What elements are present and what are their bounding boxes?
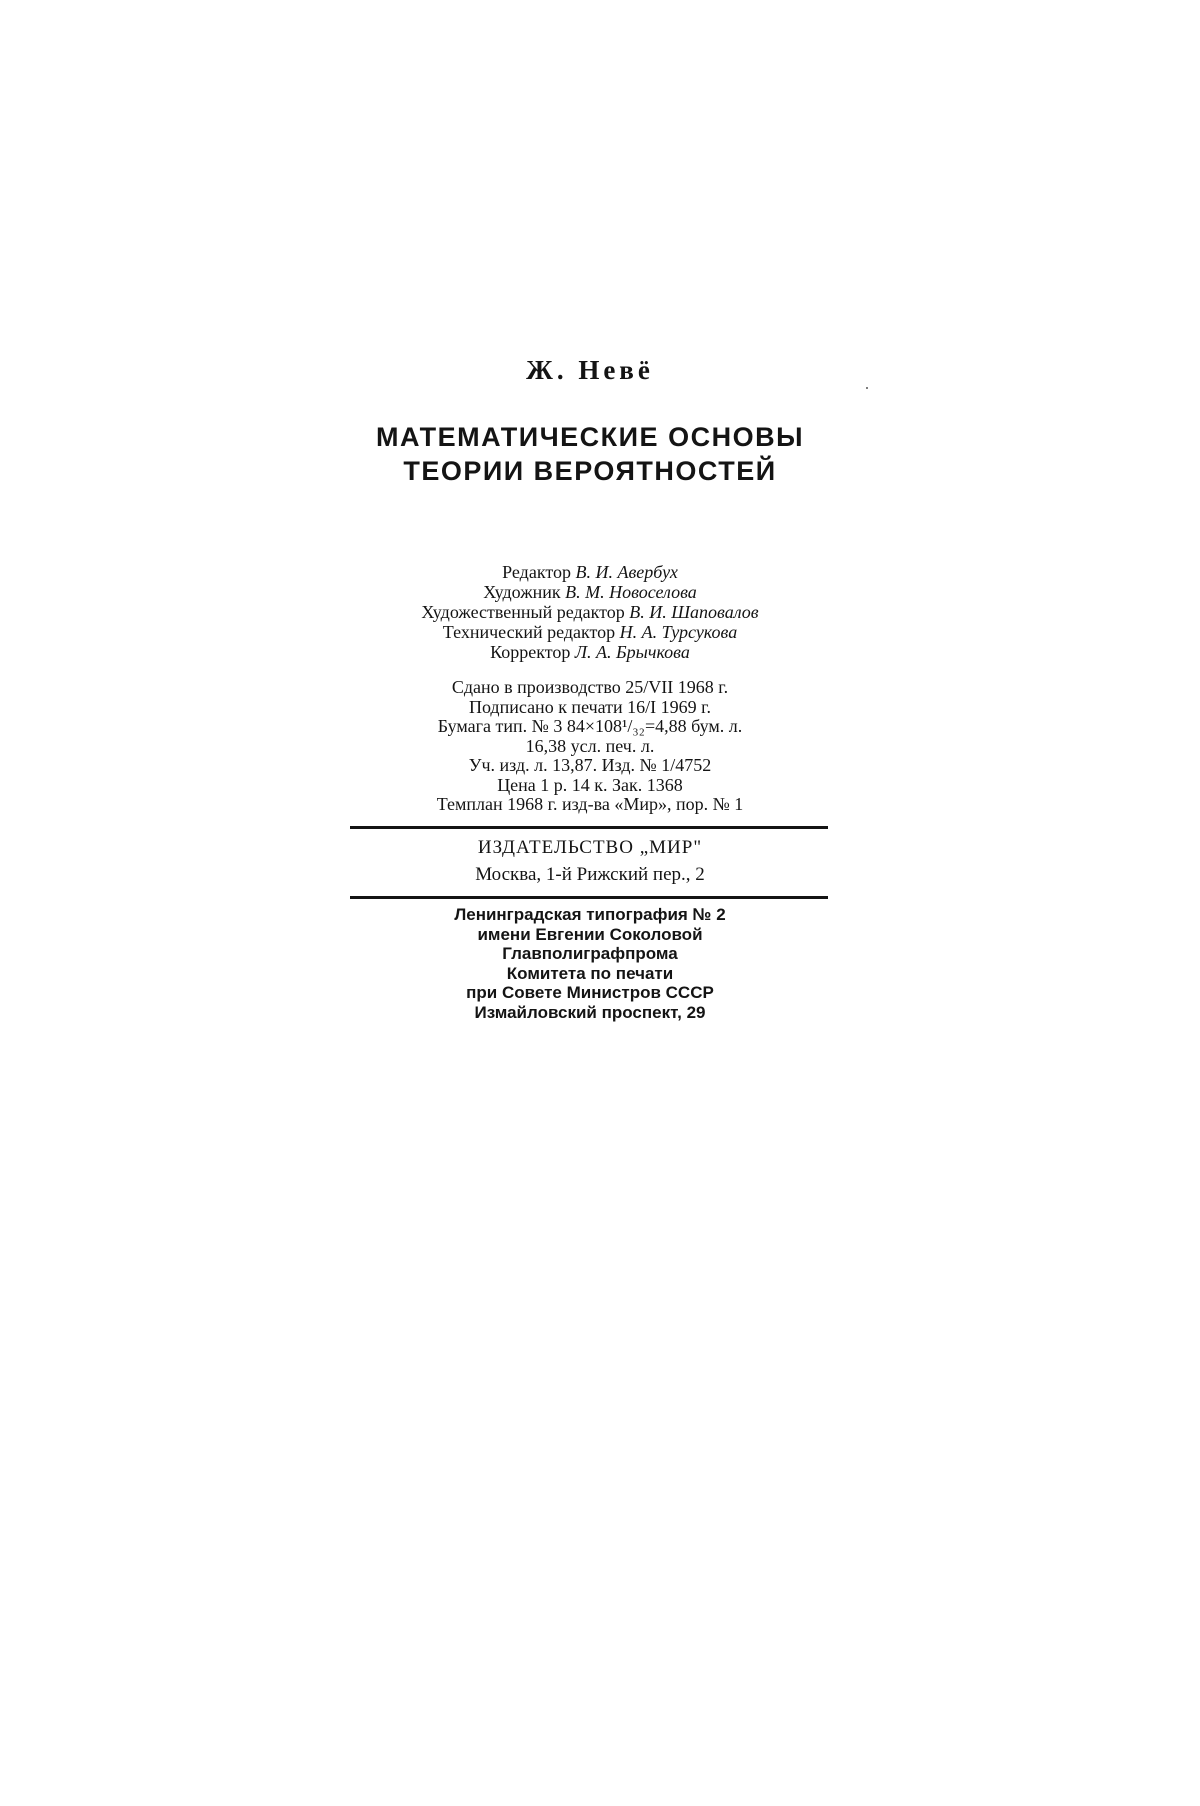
credit-person: Л. А. Брычкова [574,642,690,662]
credit-person: В. М. Новоселова [565,582,697,602]
divider-rule [350,826,828,829]
imprint-line: Цена 1 р. 14 к. Зак. 1368 [497,774,683,795]
printer-line: Комитета по печати [506,963,674,983]
imprint-line: Уч. изд. л. 13,87. Изд. № 1/4752 [468,755,712,775]
book-title-line-2: ТЕОРИИ ВЕРОЯТНОСТЕЙ [403,456,777,486]
credit-role: Корректор [490,642,571,662]
imprint-line: Темплан 1968 г. изд-ва «Мир», пор. № 1 [436,794,744,814]
imprint-line: Сдано в производство 25/VII 1968 г. [451,677,729,697]
credits-list [350,562,830,662]
credit-person: В. И. Авербух [575,562,678,582]
printer-block [350,905,830,1022]
publisher-block [350,834,830,888]
printer-line: Ленинградская типография № 2 [454,905,726,924]
author-name: Ж. Невё [526,355,654,385]
credit-person: В. И. Шаповалов [629,602,759,622]
credit-row [350,622,830,642]
ink-speck [866,387,868,389]
credit-person: Н. А. Турсукова [619,622,738,642]
credit-row [350,642,830,662]
imprint-line: 16,38 усл. печ. л. [525,735,655,756]
imprint-line: Подписано к печати 16/I 1969 г. [468,696,712,717]
imprint-details [350,678,830,815]
printer-line: при Совете Министров СССР [466,983,714,1002]
printer-line: Измайловский проспект, 29 [474,1002,706,1022]
credit-role: Технический редактор [442,622,616,642]
printer-line: имени Евгении Соколовой [477,924,703,944]
book-title [350,420,830,488]
credit-role: Художественный редактор [421,602,625,622]
imprint-line: Бумага тип. № 3 84×108¹/₃₂=4,88 бум. л. [437,716,743,736]
credit-row [350,562,830,582]
credit-role: Редактор [502,562,571,582]
printer-line: Главполиграфпрома [502,944,678,963]
publisher-address: Москва, 1-й Рижский пер., 2 [475,864,705,885]
divider-rule [350,896,828,899]
credit-row [350,582,830,602]
book-title-line-1: МАТЕМАТИЧЕСКИЕ ОСНОВЫ [376,422,804,452]
credit-row [350,602,830,622]
credit-role: Художник [483,582,561,602]
publisher-name: ИЗДАТЕЛЬСТВО „МИР" [477,837,703,858]
